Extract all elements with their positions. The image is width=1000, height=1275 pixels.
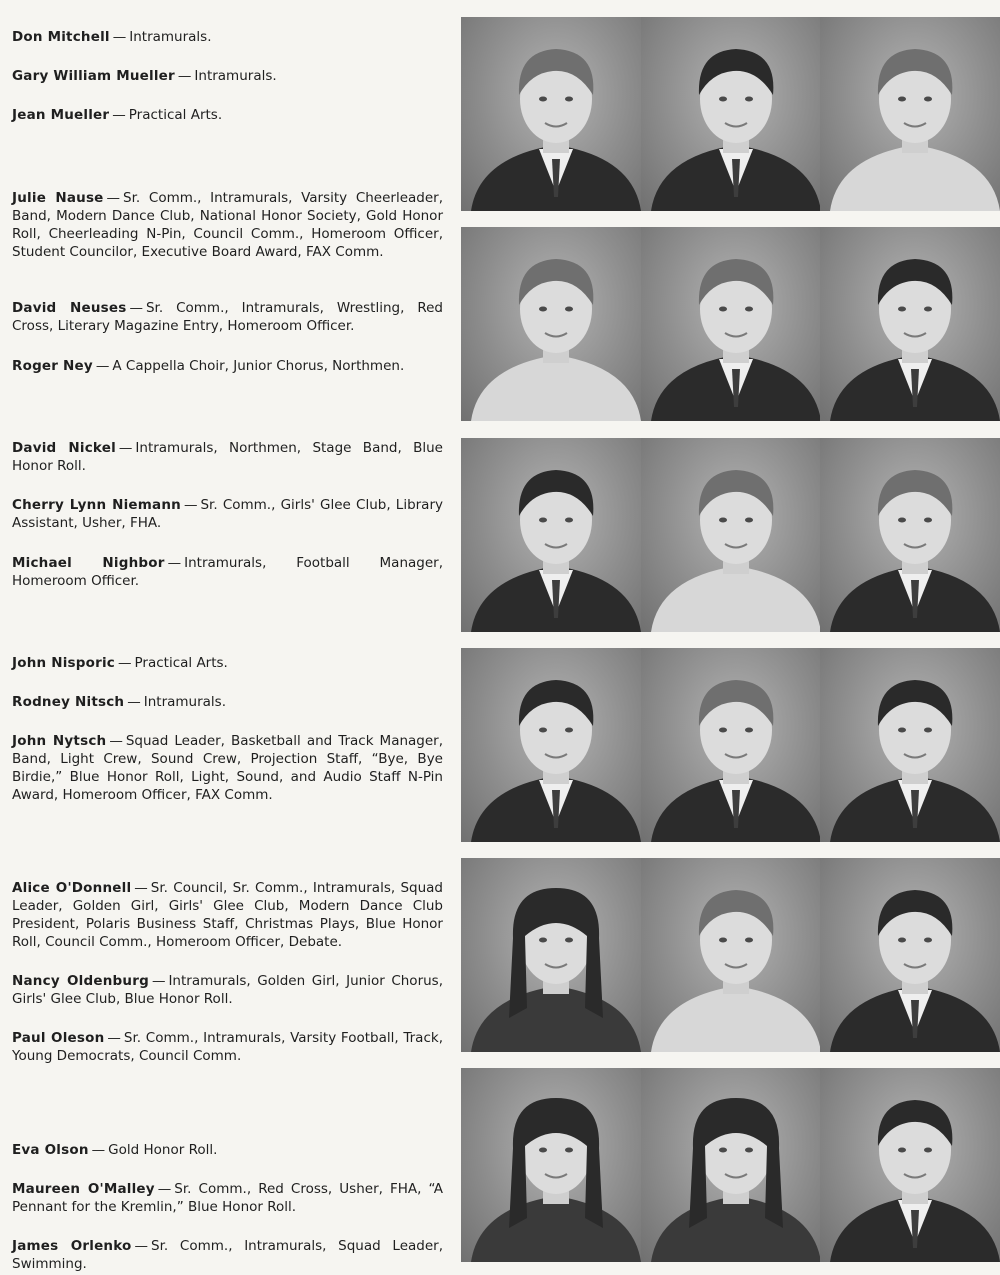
separator: —: [177, 67, 192, 84]
portrait-icon: [820, 227, 1000, 421]
portrait-icon: [461, 227, 651, 421]
portrait-photo: [641, 858, 831, 1052]
portrait-photo: [461, 648, 651, 842]
student-name: Jean Mueller: [12, 106, 110, 123]
separator: —: [129, 299, 143, 316]
student-activities: Sr. Comm., Intramurals, Varsity Football, Track, Young Democrats, Council Comm.: [12, 1029, 443, 1064]
student-name: David Neuses: [12, 299, 127, 316]
senior-entry: [12, 189, 443, 262]
student-name: David Nickel: [12, 439, 116, 456]
student-activities: Squad Leader, Basketball and Track Manager, Band, Light Crew, Sound Crew, Projection Staff, “Bye, Bye Birdie,” Blue Honor Roll, Light, Sound, and Audio Staff N-Pin Award, Homeroom Officer, FAX Comm.: [12, 732, 444, 804]
student-name: Eva Olson: [12, 1141, 89, 1158]
student-activities: Sr. Comm., Girls' Glee Club, Library Assistant, Usher, FHA.: [12, 496, 443, 531]
portrait-icon: [820, 17, 1000, 211]
portrait-photo: [461, 858, 651, 1052]
portrait-photo: [820, 438, 1000, 632]
student-name: Cherry Lynn Niemann: [12, 496, 181, 513]
portrait-icon: [461, 648, 651, 842]
separator: —: [106, 189, 121, 206]
student-activities: Intramurals.: [194, 67, 277, 84]
portrait-icon: [461, 438, 651, 632]
portrait-photo: [641, 648, 831, 842]
separator: —: [118, 654, 132, 671]
separator: —: [157, 1180, 172, 1197]
portrait-icon: [820, 858, 1000, 1052]
senior-entry: [12, 1029, 443, 1066]
separator: —: [183, 496, 198, 513]
senior-entry: [12, 357, 443, 375]
student-activities: Sr. Comm., Intramurals, Squad Leader, Swimming.: [12, 1237, 443, 1272]
senior-entry: [12, 972, 443, 1009]
student-name: Julie Nause: [12, 189, 104, 206]
student-name: James Orlenko: [12, 1237, 132, 1254]
separator: —: [134, 1237, 149, 1254]
portrait-photo: [461, 1068, 651, 1262]
portrait-icon: [641, 438, 831, 632]
portrait-photo: [641, 17, 831, 211]
portrait-photo: [820, 17, 1000, 211]
student-activities: Sr. Comm., Red Cross, Usher, FHA, “A Pennant for the Kremlin,” Blue Honor Roll.: [12, 1180, 443, 1215]
portrait-icon: [641, 858, 831, 1052]
portrait-photo: [820, 1068, 1000, 1262]
portrait-photo: [641, 1068, 831, 1262]
portrait-icon: [641, 227, 831, 421]
separator: —: [118, 439, 133, 456]
student-name: Paul Oleson: [12, 1029, 105, 1046]
separator: —: [127, 693, 141, 710]
student-activities: Intramurals, Football Manager, Homeroom Officer.: [12, 554, 443, 589]
separator: —: [112, 28, 127, 45]
student-activities: A Cappella Choir, Junior Chorus, Northmen.: [112, 357, 405, 374]
senior-entry: [12, 28, 443, 46]
separator: —: [107, 1029, 121, 1046]
senior-entry: [12, 299, 443, 336]
portrait-photo: [461, 227, 651, 421]
portrait-icon: [641, 648, 831, 842]
portrait-icon: [820, 1068, 1000, 1262]
senior-entry: [12, 1141, 443, 1159]
student-activities: Intramurals.: [129, 28, 212, 45]
student-name: Michael Nighbor: [12, 554, 165, 571]
portrait-photo: [820, 858, 1000, 1052]
portrait-photo: [641, 227, 831, 421]
student-name: Rodney Nitsch: [12, 693, 125, 710]
student-activities: Intramurals.: [143, 693, 226, 710]
student-name: Don Mitchell: [12, 28, 110, 45]
senior-entry: [12, 67, 443, 85]
senior-entry: [12, 732, 443, 805]
portrait-icon: [820, 438, 1000, 632]
portrait-icon: [461, 17, 651, 211]
separator: —: [109, 732, 123, 749]
separator: —: [91, 1141, 106, 1158]
student-name: Nancy Oldenburg: [12, 972, 149, 989]
separator: —: [167, 554, 182, 571]
senior-entry: [12, 879, 443, 952]
student-name: Alice O'Donnell: [12, 879, 132, 896]
student-name: Gary William Mueller: [12, 67, 175, 84]
portrait-icon: [820, 648, 1000, 842]
senior-entry: [12, 554, 443, 591]
portrait-photo: [820, 648, 1000, 842]
student-activities: Intramurals, Northmen, Stage Band, Blue Honor Roll.: [12, 439, 443, 474]
senior-entry: [12, 654, 443, 672]
senior-entry: [12, 496, 443, 533]
portrait-icon: [641, 1068, 831, 1262]
student-activities: Practical Arts.: [134, 654, 228, 671]
portrait-icon: [641, 17, 831, 211]
senior-entry: [12, 439, 443, 476]
student-name: John Nytsch: [12, 732, 107, 749]
separator: —: [151, 972, 166, 989]
portrait-icon: [461, 858, 651, 1052]
senior-entry: [12, 106, 443, 124]
student-activities: Gold Honor Roll.: [108, 1141, 218, 1158]
portrait-icon: [461, 1068, 651, 1262]
student-activities: Sr. Comm., Intramurals, Varsity Cheerleader, Band, Modern Dance Club, National Honor Society, Gold Honor Roll, Cheerleading N-Pin, Council Comm., Homeroom Officer, Student Councilor, Executive Board Award, FAX Comm.: [12, 189, 444, 261]
separator: —: [112, 106, 126, 123]
senior-entry: [12, 693, 443, 711]
student-activities: Intramurals, Golden Girl, Junior Chorus, Girls' Glee Club, Blue Honor Roll.: [12, 972, 443, 1007]
portrait-photo: [461, 438, 651, 632]
student-activities: Sr. Council, Sr. Comm., Intramurals, Squad Leader, Golden Girl, Girls' Glee Club, Modern Dance Club President, Polaris Business Staff, Christmas Plays, Blue Honor Roll, Council Comm., Homeroom Officer, Debate.: [12, 879, 443, 951]
portrait-photo: [461, 17, 651, 211]
student-name: John Nisporic: [12, 654, 116, 671]
student-name: Maureen O'Malley: [12, 1180, 155, 1197]
student-activities: Sr. Comm., Intramurals, Wrestling, Red Cross, Literary Magazine Entry, Homeroom Officer.: [12, 299, 443, 334]
portrait-photo: [641, 438, 831, 632]
separator: —: [134, 879, 148, 896]
senior-entry: [12, 1180, 443, 1217]
separator: —: [95, 357, 110, 374]
student-activities: Practical Arts.: [128, 106, 223, 123]
senior-entry: [12, 1237, 443, 1274]
portrait-photo: [820, 227, 1000, 421]
student-name: Roger Ney: [12, 357, 93, 374]
